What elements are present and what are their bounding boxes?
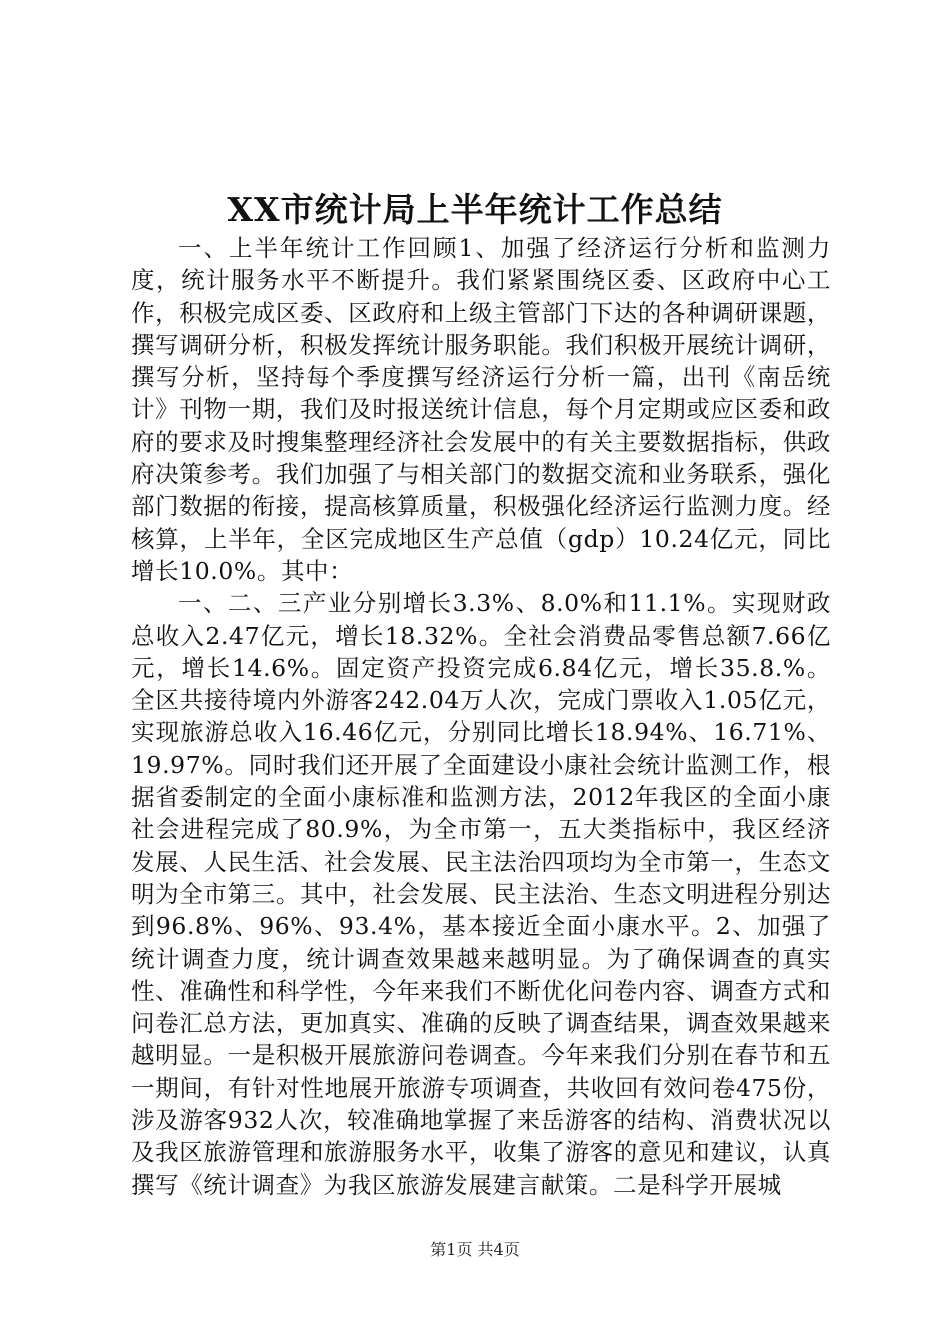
document-body (131, 232, 831, 1201)
page-footer: 第1页 共4页 (430, 1240, 520, 1259)
paragraph-1: 一、上半年统计工作回顾1、加强了经济运行分析和监测力度，统计服务水平不断提升。我们紧紧围绕区委、区政府中心工作，积极完成区委、区政府和上级主管部门下达的各种调研课题，撰写调研分析，积极发挥统计服务职能。我们积极开展统计调研，撰写分析，坚持每个季度撰写经济运行分析一篇，出刊《南岳统计》刊物一期，我们及时报送统计信息，每个月定期或应区委和政府的要求及时搜集整理经济社会发展中的有关主要数据指标，供政府决策参考。我们加强了与相关部门的数据交流和业务联系，强化部门数据的衔接，提高核算质量，积极强化经济运行监测力度。经核算，上半年，全区完成地区生产总值（gdp）10.24亿元，同比增长10.0%。其中： (131, 234, 831, 585)
document-title: XX市统计局上半年统计工作总结 (227, 190, 723, 229)
paragraph-2: 一、二、三产业分别增长3.3%、8.0%和11.1%。实现财政总收入2.47亿元，增长18.32%。全社会消费品零售总额7.66亿元，增长14.6%。固定资产投资完成6.84亿元，增长35.8.%。全区共接待境内外游客242.04万人次，完成门票收入1.05亿元，实现旅游总收入16.46亿元，分别同比增长18.94%、16.71%、19.97%。同时我们还开展了全面建设小康社会统计监测工作，根据省委制定的全面小康标准和监测方法，2012年我区的全面小康社会进程完成了80.9%，为全市第一，五大类指标中，我区经济发展、人民生活、社会发展、民主法治四项均为全市第一，生态文明为全市第三。其中，社会发展、民主法治、生态文明进程分别达到96.8%、96%、93.4%，基本接近全面小康水平。2、加强了统计调查力度，统计调查效果越来越明显。为了确保调查的真实性、准确性和科学性，今年来我们不断优化问卷内容、调查方式和问卷汇总方法，更加真实、准确的反映了调查结果，调查效果越来越明显。一是积极开展旅游问卷调查。今年来我们分别在春节和五一期间，有针对性地展开旅游专项调查，共收回有效问卷475份，涉及游客932人次，较准确地掌握了来岳游客的结构、消费状况以及我区旅游管理和旅游服务水平，收集了游客的意见和建议，认真撰写《统计调查》为我区旅游发展建言献策。二是科学开展城 (131, 589, 831, 1199)
